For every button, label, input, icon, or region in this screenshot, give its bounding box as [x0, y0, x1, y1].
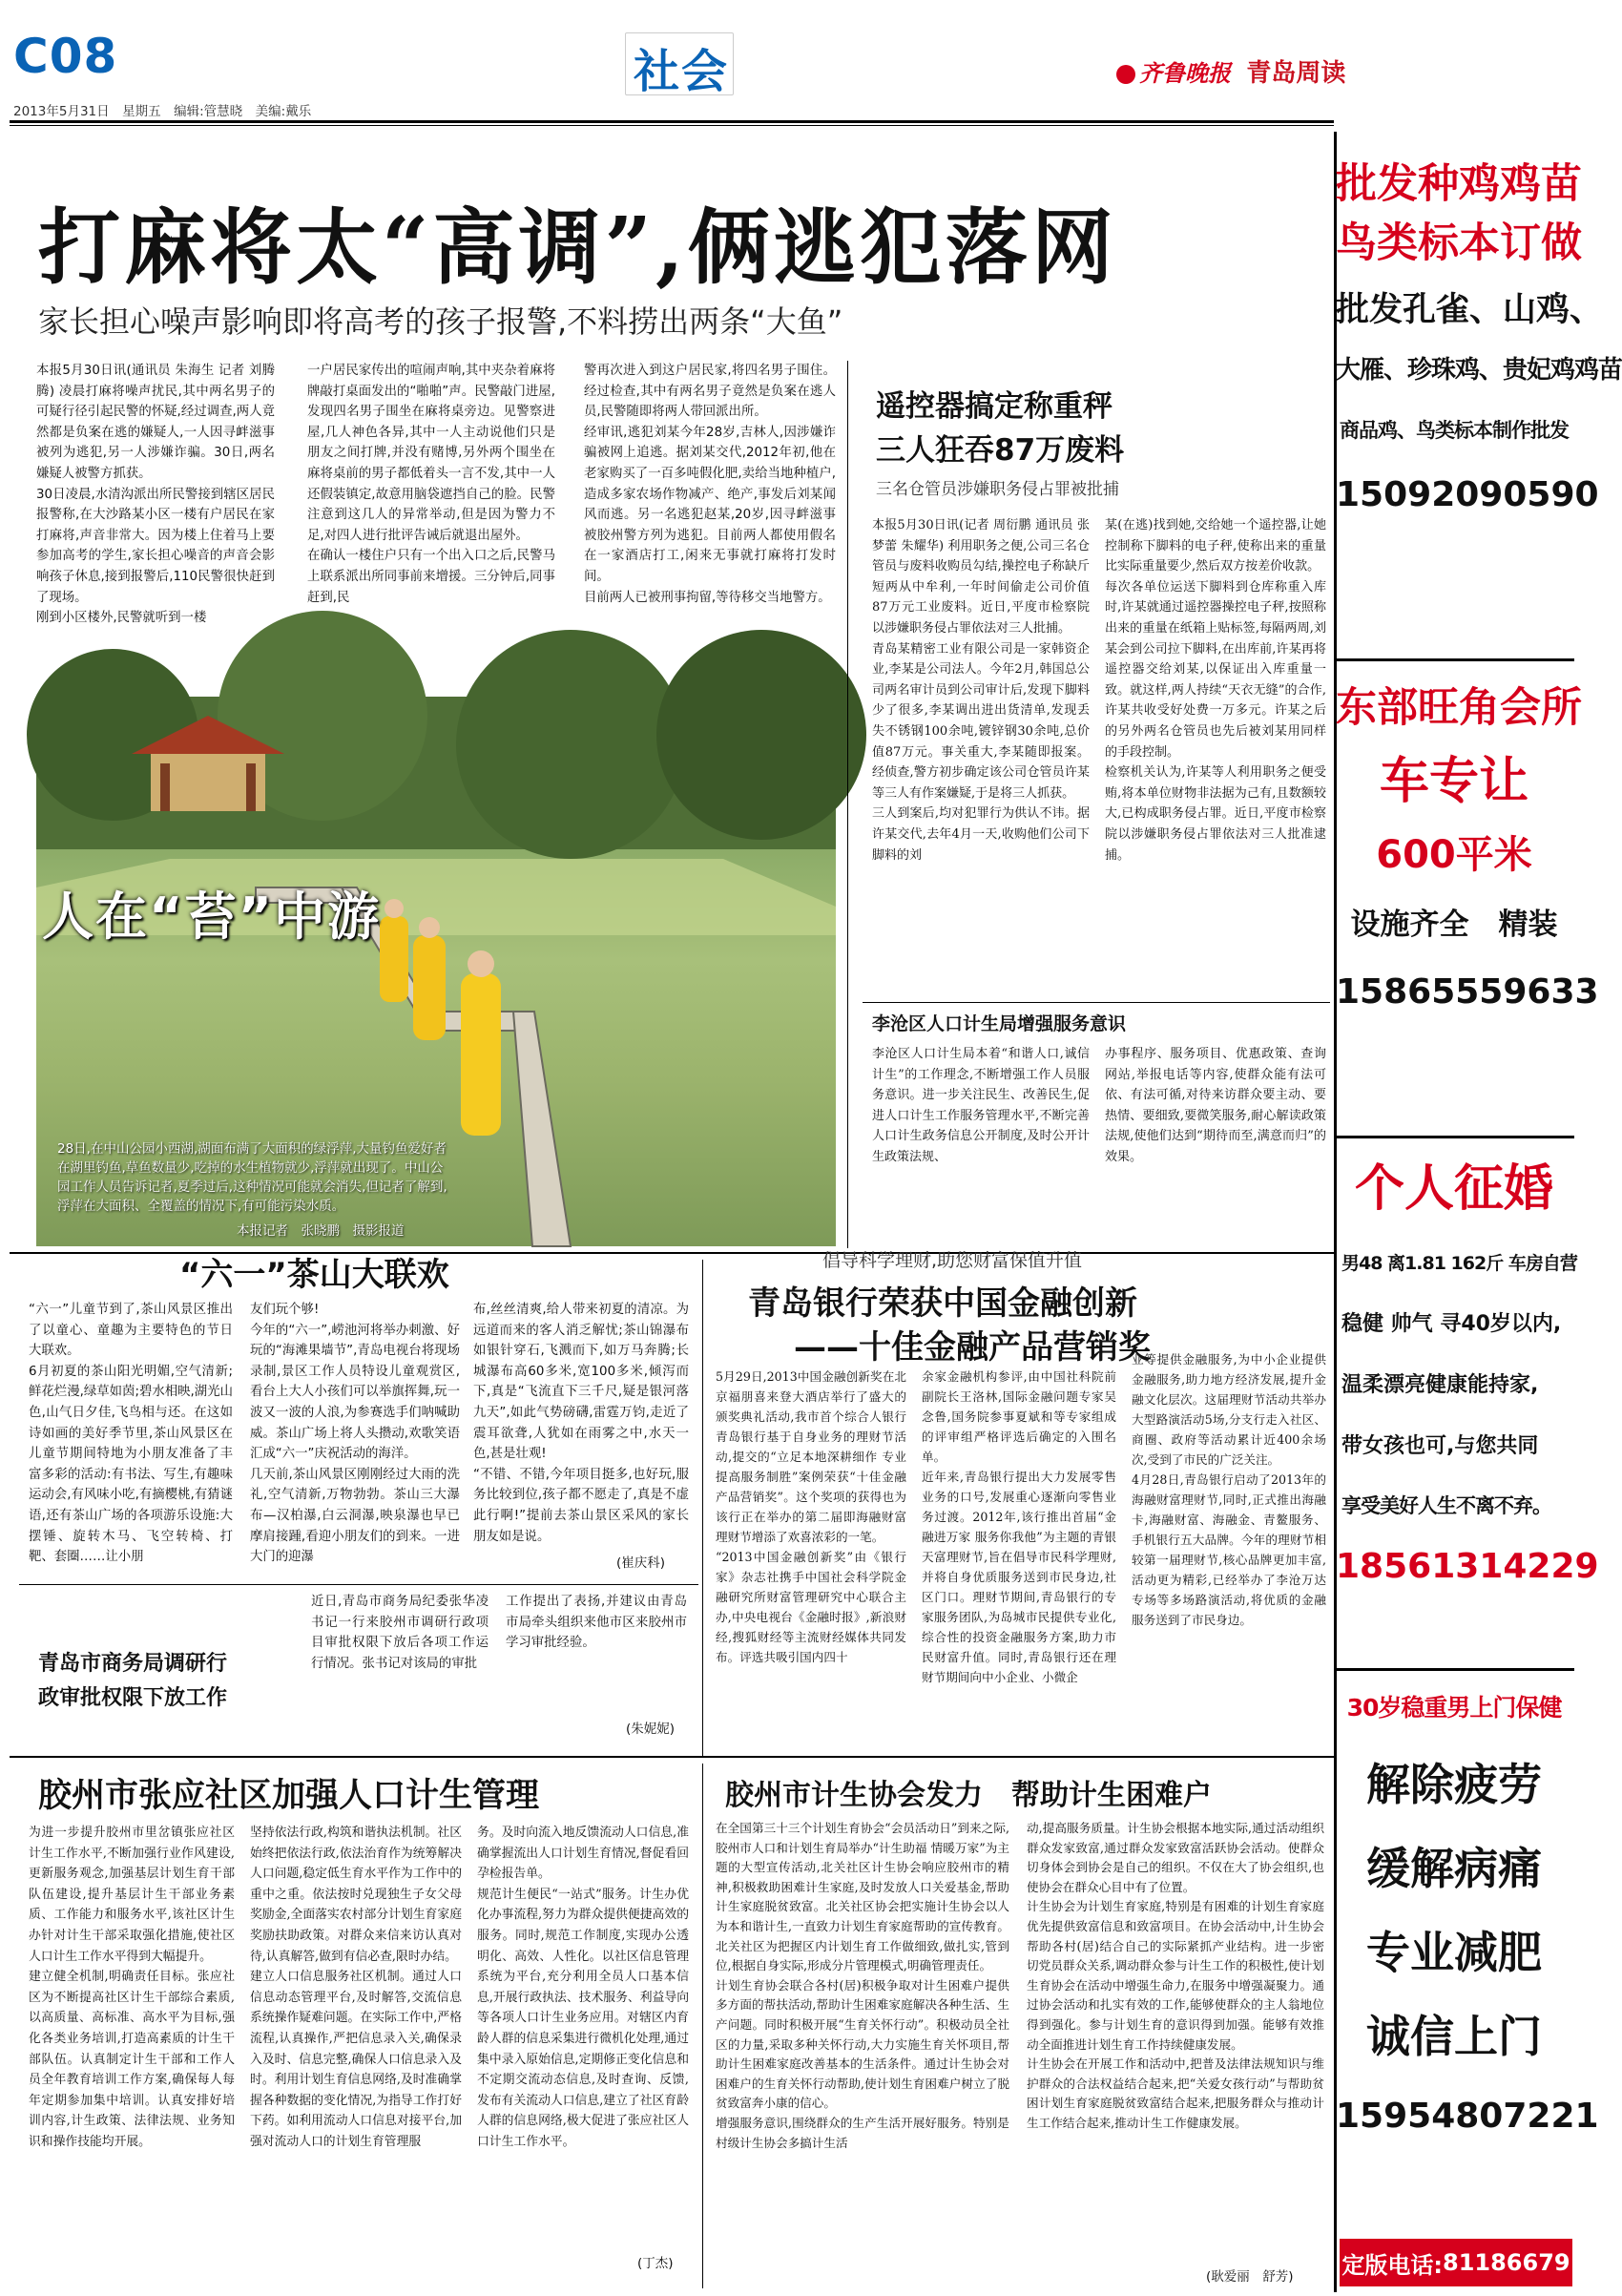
header-rule	[10, 120, 1334, 123]
zhangying-author: (丁杰)	[637, 2256, 674, 2271]
shangwu-col-1: 近日,青岛市商务局纪委张华凌书记一行来胶州市调研行政项目审批权限下放后各项工作运行情况。张书记对该局的审批	[311, 1595, 489, 1671]
ad4-title: 30岁稳重男上门保健	[1346, 1694, 1562, 1722]
ad2-title-2: 车专让	[1379, 753, 1528, 810]
bank-divider	[702, 1260, 703, 1756]
ad1-body-2: 大雁、珍珠鸡、贵妃鸡鸡苗	[1336, 356, 1622, 385]
ad1-title-1: 批发种鸡鸡苗	[1336, 160, 1582, 208]
logo-circle-icon	[1116, 65, 1135, 84]
jishe-author: (耿爱丽 舒芳)	[1206, 2269, 1294, 2285]
chashan-col-3: 布,丝丝清爽,给人带来初夏的清凉。为远道而来的客人消乏解忧;茶山锦瀑布如银针穿石,飞溅而下,如万马奔腾;长城瀑布高60多米,宽100多米,倾泻而下,真是“飞流直下三千尺,疑是银河落九天”,如此气势磅礴,雷霆万钧,走近了震耳欲聋,人犹如在雨雾之中,水天一色,甚是壮观! “不错、不错,今年项目挺多,也好玩,服务比较到位,孩子都不愿走了,真是不虚此行啊!”提前去茶山景区采风的家长朋友如是说。	[473, 1303, 689, 1544]
hotline-label: 定版电话:	[1341, 2251, 1443, 2279]
chashan-col-1: “六一”儿童节到了,茶山风景区推出了以童心、童趣为主要特色的节日大联欢。 6月初夏的茶山阳光明媚,空气清新;鲜花烂漫,绿草如茵;碧水相映,湖光山色,山气日夕佳,飞鸟相与还。在这如诗如画的美好季节里,茶山风景区在儿童节期间特地为小朋友准备了丰富多彩的活动:有书法、写生,有趣味运动会,有风味小吃,有摘樱桃,有猜谜语,还有茶山广场的各项游乐设施:大摆锤、旋转木马、飞空转椅、打靶、套圈……让小朋	[29, 1303, 233, 1565]
ad4-body-1: 解除疲劳	[1366, 1759, 1542, 1810]
bank-title-2: ——十佳金融产品营销奖	[794, 1328, 1151, 1367]
ad-rule-3	[1336, 1668, 1574, 1671]
remote-col-1: 本报5月30日讯(记者 周衍鹏 通讯员 张梦蕾 朱耀华) 利用职务之便,公司三名仓管员与废料收购员勾结,操控电子称缺斤短两从中牟利,一年时间偷走公司价值87万元工业废料。近日,平度市检察院以涉嫌职务侵占罪依法对三人批捕。 青岛某精密工业有限公司是一家韩资企业,李某是公司法人。今年2月,韩国总公司两名审计员到公司审计后,发现下脚料少了很多,李某调出进出货清单,发现丢失不锈钢100余吨,镀锌钢30余吨,总价值87万元。事关重大,李某随即报案。经侦查,警方初步确定该公司仓管员许某等三人有作案嫌疑,于是将三人抓获。 三人到案后,均对犯罪行为供认不讳。据许某交代,去年4月一天,收购他们公司下脚料的刘	[872, 518, 1090, 863]
ad-poultry	[1336, 139, 1622, 655]
zhangying-title: 胶州市张应社区加强人口计生管理	[38, 1777, 540, 1815]
licang-rule	[863, 1002, 1330, 1003]
shangwu-rule	[19, 1584, 698, 1585]
lead-col-1: 本报5月30日讯(通讯员 朱海生 记者 刘腾腾) 凌晨打麻将噪声扰民,其中两名男子的可疑行径引起民警的怀疑,经过调查,两人竟然都是负案在逃的嫌疑人,一人因寻衅滋事被列为逃犯,另一人涉嫌诈骗。30日,两名嫌疑人被警方抓获。 30日凌晨,水清沟派出所民警接到辖区居民报警称,在大沙路某小区一楼有户居民在家打麻将,声音非常大。因为楼上住着马上要参加高考的学生,家长担心噪音的声音会影响孩子休息,接到报警后,110民警很快赶到了现场。 刚到小区楼外,民警就听到一楼	[36, 364, 275, 626]
ad-clubhouse	[1336, 664, 1599, 1132]
lead-divider	[847, 361, 848, 1248]
lake-photo	[36, 697, 836, 1246]
lead-col-2: 一户居民家传出的喧闹声响,其中夹杂着麻将牌敲打桌面发出的“啪啪”声。民警敲门进屋,发现四名男子围坐在麻将桌旁边。见警察进屋,几人神色各异,其中一人主动说他们只是朋友之间打牌,并没有赌博,另外两个围坐在麻将桌前的男子都低着头一言不发,其中一人还假装镇定,故意用脑袋遮挡自己的脸。民警注意到这几人的异常举动,但是因为警力不足,对四人进行批评告诫后就退出屋外。 在确认一楼住户只有一个出入口之后,民警马上联系派出所同事前来增援。三分钟后,同事赶到,民	[307, 364, 555, 605]
ad2-phone: 15865559633	[1336, 972, 1599, 1012]
photo-caption: 28日,在中山公园小西湖,湖面布满了大面积的绿浮萍,大量钓鱼爱好者在湖里钓鱼,草鱼数量少,吃掉的水生植物就少,浮萍就出现了。中山公园工作人员告诉记者,夏季过后,这种情况可能就会消失,但记者了解到,浮萍在大面积、全覆盖的情况下,有可能污染水质。	[57, 1141, 447, 1214]
ad3-body-2: 稳健 帅气 寻40岁以内,	[1341, 1312, 1562, 1336]
zhangying-col-3: 务。及时向流入地反馈流动人口信息,准确掌握流出人口计划生育情况,督促看回孕检报告单。 规范计生便民“一站式”服务。计生办优化办事流程,努力为群众提供便捷高效的服务。同时,规范工作制度,实现办公透明化、高效、人性化。以社区信息管理系统为平台,充分利用全员人口基本信息,开展行政执法、技术服务、利益导向等各项人口计生业务应用。对辖区内育龄人群的信息采集进行微机化处理,通过集中录入原始信息,定期修正变化信息和不定期交流动态信息,及时查询、反馈,发布有关流动人口信息,建立了社区育龄人群的信息网络,极大促进了张应社区人口计生工作水平。	[477, 1826, 689, 2149]
shangwu-title-1: 青岛市商务局调研行	[38, 1652, 228, 1676]
ad4-body-4: 诚信上门	[1366, 2011, 1542, 2062]
ad3-body-3: 温柔漂亮健康能持家,	[1341, 1373, 1539, 1397]
shangwu-col-2: 工作提出了表扬,并建议由青岛市局牵头组织来他市区来胶州市学习审批经验。	[506, 1595, 687, 1651]
jishe-col-2: 动,提高服务质量。计生协会根据本地实际,通过活动组织群众发家致富,通过群众发家致富活跃协会活动。使群众切身体会到协会是自己的组织。不仅在大了协会组织,也使协会在群众心目中有了位置。 计生协会为计划生育家庭,特别是有困难的计划生育家庭优先提供致富信息和致富项目。在协会活动中,计生协会帮助各村(居)结合自己的实际紧抓产业结构。进一步密切党员群众关系,调动群众参与计生工作的积极性,使计划生育协会在活动中增强生命力,在服务中增强凝聚力。通过协会活动和扎实有效的工作,能够使群众的主人翁地位得到强化。参与计划生育的意识得到加强。能够有效推动全面推进计划生育工作持续健康发展。 计生协会在开展工作和活动中,把普及法律法规知识与维护群众的合法权益结合起来,把“关爱女孩行动”与帮助贫困计划生育家庭脱贫致富结合起来,把服务群众与推动计生工作结合起来,推动计生工作健康发展。	[1027, 1821, 1324, 2130]
chashan-author: (崔庆科)	[616, 1555, 666, 1571]
ad-hotline-bar	[1340, 2239, 1572, 2286]
ad3-body-4: 带女孩也可,与您共同	[1341, 1434, 1539, 1458]
ad-massage	[1336, 1674, 1599, 2237]
ad3-phone: 18561314229	[1336, 1547, 1599, 1586]
photo-credit: 本报记者 张晓鹏 摄影报道	[237, 1223, 405, 1239]
lead-subhead: 家长担心噪声影响即将高考的孩子报警,不料捞出两条“大鱼”	[38, 303, 843, 340]
ad1-body-3: 商品鸡、鸟类标本制作批发	[1340, 419, 1569, 442]
ad2-title-1: 东部旺角会所	[1336, 684, 1582, 732]
logo-name: 齐鲁晚报	[1139, 60, 1231, 87]
ad1-phone: 15092090590	[1336, 475, 1599, 514]
ad2-area: 600平米	[1376, 833, 1532, 877]
photo-title: 人在“苔”中游	[42, 887, 381, 947]
lead-col-3: 警再次进入到这户居民家,将四名男子围住。经过检查,其中有两名男子竟然是负案在逃人员,民警随即将两人带回派出所。 经审讯,逃犯刘某今年28岁,吉林人,因涉嫌诈骗被网上追逃。据刘某交代,2012年初,他在老家购买了一百多吨假化肥,卖给当地种植户,造成多家农场作物减产、绝产,事发后刘某闻风而逃。另一名逃犯赵某,20岁,因寻衅滋事被胶州警方列为逃犯。目前两人都使用假名在一家酒店打工,闲来无事就打麻将打发时间。 目前两人已被刑事拘留,等待移交当地警方。	[584, 364, 836, 605]
bank-col-3: 业等提供金融服务,为中小企业提供金融服务,助力地方经济发展,提升金融文化层次。这届理财节活动共举办大型路演活动5场,分支行走入社区、商圈、政府等活动累计近400余场次,受到了市民的广泛关注。 4月28日,青岛银行启动了2013年的海融财富理财节,同时,正式推出海融卡,海融财富、海融金、青鳌服务、手机银行五大品牌。今年的理财节相较第一届理财节,核心品牌更加丰富,活动更为精彩,已经举办了李沧万达专场等多场路演活动,将优质的金融服务送到了市民身边。	[1132, 1352, 1326, 1627]
page-number: C08	[13, 29, 118, 84]
ad2-body: 设施齐全 精装	[1350, 908, 1558, 942]
remote-deck: 三名仓管员涉嫌职务侵占罪被批捕	[876, 480, 1119, 499]
bank-kicker: 倡导科学理财,助您财富保值升值	[822, 1250, 1083, 1271]
remote-col-2: 某(在逃)找到她,交给她一个遥控器,让她控制称下脚料的电子秤,使称出来的重量比实际重量要少,然后双方按差价收款。 每次各单位运送下脚料到仓库称重入库时,许某就通过遥控器操控电子秤,按照称出来的重量在纸箱上贴标签,每隔两周,刘某会到公司拉下脚料,在出库前,许某再将遥控器交给刘某,以保证出入库重量一致。就这样,两人持续“天衣无缝”的合作,许某共收受好处费一万多元。许某之后的另外两名仓管员也先后被刘某用同样的手段控制。 检察机关认为,许某等人利用职务之便受贿,将本单位财物非法据为己有,且数额较大,已构成职务侵占罪。近日,平度市检察院以涉嫌职务侵占罪依法对三人批准逮捕。	[1105, 518, 1326, 863]
bank-col-1: 5月29日,2013中国金融创新奖在北京福朋喜来登大酒店举行了盛大的颁奖典礼活动,我市首个综合人银行青岛银行基于自身业务的理财节活动,提交的“立足本地深耕细作 专业提高服务制胜”案例荣获“十佳金融产品营销奖”。这个奖项的获得也为该行正在举办的第二届即海融财富理财节增添了欢喜浓彩的一笔。 “2013中国金融创新奖”由《银行家》杂志社携手中国社会科学院金融研究所财富管理研究中心联合主办,中央电视台《金融时报》,新浪财经,搜狐财经等主流财经媒体共同发布。评选共吸引国内四十	[716, 1369, 906, 1664]
ad1-title-2: 鸟类标本订做	[1336, 219, 1582, 267]
section-title: 社会	[634, 45, 730, 98]
zhangying-col-2: 坚持依法行政,构筑和谐执法机制。社区始终把依法行政,依法治育作为统筹解决人口问题,稳定低生育水平作为工作中的重中之重。依法按时兑现独生子女父母奖励金,全面落实农村部分计划生育家庭奖励扶助政策。对群众来信来访认真对待,认真解答,做到有信必查,限时办结。 建立人口信息服务社区机制。通过人口信息动态管理平台,及时解答,交流信息系统操作疑难问题。在实际工作中,严格流程,认真操作,严把信息录入关,确保录入及时、信息完整,确保人口信息录入及时。利用计划生育信息网络,及时准确掌握各种数据的变化情况,为指导工作打好下药。如利用流动人口信息对接平台,加强对流动人口的计划生育管理服	[250, 1826, 462, 2149]
remote-title-2: 三人狂吞87万废料	[876, 433, 1125, 468]
ad-rule-1	[1336, 658, 1574, 661]
edition-name: 青岛周读	[1246, 59, 1346, 88]
shangwu-title-2: 政审批权限下放工作	[38, 1686, 228, 1710]
ad4-body-2: 缓解病痛	[1366, 1843, 1542, 1894]
zhangying-col-1: 为进一步提升胶州市里岔镇张应社区计生工作水平,不断加强行业作风建设,更新服务观念,加强基层计划生育干部队伍建设,提升基层计生干部业务素质、工作能力和服务水平,该社区计生办针对计生干部采取强化措施,使社区人口计生工作水平得到大幅提升。 建立健全机制,明确责任目标。张应社区为不断提高社区计生干部综合素质,以高质量、高标准、高水平为目标,强化各类业务培训,打造高素质的计生干部队伍。认真制定计生干部和工作人员全年教育培训工作方案,确保每人每年定期参加集中培训。认真安排好培训内容,计生政策、法律法规、业务知识和操作技能均开展。	[29, 1826, 235, 2149]
lead-headline: 打麻将太“高调”,俩逃犯落网	[38, 199, 1117, 296]
paper-logo	[1116, 53, 1345, 89]
ad4-phone: 15954807221	[1336, 2097, 1599, 2136]
ad1-body-1: 批发孔雀、山鸡、	[1336, 291, 1604, 329]
shangwu-author: (朱妮妮)	[626, 1722, 676, 1737]
jishe-divider	[702, 1764, 703, 2288]
ad-matchmaking	[1336, 1141, 1599, 1664]
licang-title: 李沧区人口计生局增强服务意识	[872, 1013, 1127, 1034]
bank-col-2: 余家金融机构参评,由中国社科院前副院长王洛林,国际金融问题专家吴念鲁,国务院参事夏斌和等专家组成的评审组严格评选后确定的入围名单。 近年来,青岛银行提出大力发展零售业务的口号,发展重心逐渐向零售业务过渡。2012年,该行推出首届“金融进万家 服务你我他”为主题的青银天富理财节,旨在倡导市民科学理财,并将自身优质服务送到市民身边,社区门口。理财节期间,青岛银行的专家服务团队,为岛城市民提供专业化,综合性的投资金融服务方案,助力市民财富升值。同时,青岛银行还在理财节期间向中小企业、小微企	[922, 1369, 1116, 1684]
chashan-title: “六一”茶山大联欢	[179, 1256, 449, 1294]
ad-rule-2	[1336, 1136, 1574, 1138]
ad4-body-3: 专业减肥	[1366, 1927, 1542, 1978]
header-rule-thin	[10, 125, 1334, 126]
hotline-number: 81186679	[1443, 2249, 1570, 2276]
jishe-col-1: 在全国第三十三个计划生育协会“会员活动日”到来之际,胶州市人口和计划生育局举办“计生助福 情暖万家”为主题的大型宣传活动,北关社区计生协会响应胶州市的精神,积极救助困难计生家庭,及时发放人口关爱基金,帮助计生家庭脱贫致富。北关社区协会把实施计生协会以人为本和谐计生,一直致力计划生育家庭帮助的宣传教育。北关社区为把握区内计划生育工作做细致,做扎实,管到位,根据自身实际,形成分片管理模式,明确管理责任。 计划生育协会联合各村(居)积极争取对计生困难户提供多方面的帮扶活动,帮助计生困难家庭解决各种生活、生产问题。同时积极开展“生育关怀行动”。积极动员全社区的力量,采取多种关怀行动,大力实施生育关怀项目,帮助计生困难家庭改善基本的生活条件。通过计生协会对困难户的生育关怀行动帮助,使计划生育困难户树立了脱贫致富奔小康的信心。 增强服务意识,围绕群众的生产生活开展好服务。特别是村级计生协会多搞计生活	[716, 1821, 1009, 2150]
licang-col-2: 办事程序、服务项目、优惠政策、查询网站,举报电话等内容,使群众能有法可依、有法可循,对待来访群众要主动、要热情、要细致,要微笑服务,耐心解读政策法规,使他们达到“期待而至,满意而归”的效果。	[1105, 1047, 1326, 1164]
bottom-rule	[10, 1756, 1334, 1758]
ad3-title: 个人征婚	[1354, 1160, 1553, 1218]
licang-col-1: 李沧区人口计生局本着“和谐人口,诚信计生”的工作理念,不断增强工作人员服务意识。进一步关注民生、改善民生,促进人口计生工作服务管理水平,不断完善人口计生政务信息公开制度,及时公开计生政策法规、	[872, 1047, 1090, 1164]
bank-title-1: 青岛银行荣获中国金融创新	[748, 1284, 1137, 1323]
date-line: 2013年5月31日 星期五 编辑:管慧晓 美编:戴乐	[13, 104, 312, 119]
ad3-body-5: 享受美好人生不离不弃。	[1341, 1494, 1551, 1517]
chashan-col-2: 友们玩个够! 今年的“六一”,崂池河将举办刺激、好玩的“海滩果墙节”,青岛电视台将现场录制,景区工作人员特设儿童观赏区,看台上大人小孩们可以举旗挥舞,玩一波又一波的人浪,为参赛选手们呐喊助威。茶山广场上将人头攒动,欢歌笑语汇成“六一”庆祝活动的海洋。 几天前,茶山风景区刚刚经过大雨的洗礼,空气清新,万物勃勃。茶山三大瀑布—汉柏瀑,白云洞瀑,映泉瀑也早已摩肩接踵,看迎小朋友们的到来。一进大门的迎瀑	[250, 1303, 460, 1565]
jishe-title: 胶州市计生协会发力 帮助计生困难户	[725, 1779, 1212, 1812]
remote-title-1: 遥控器搞定称重秤	[876, 389, 1113, 424]
ad3-body-1: 男48 离1.81 162斤 车房自营	[1341, 1253, 1577, 1274]
